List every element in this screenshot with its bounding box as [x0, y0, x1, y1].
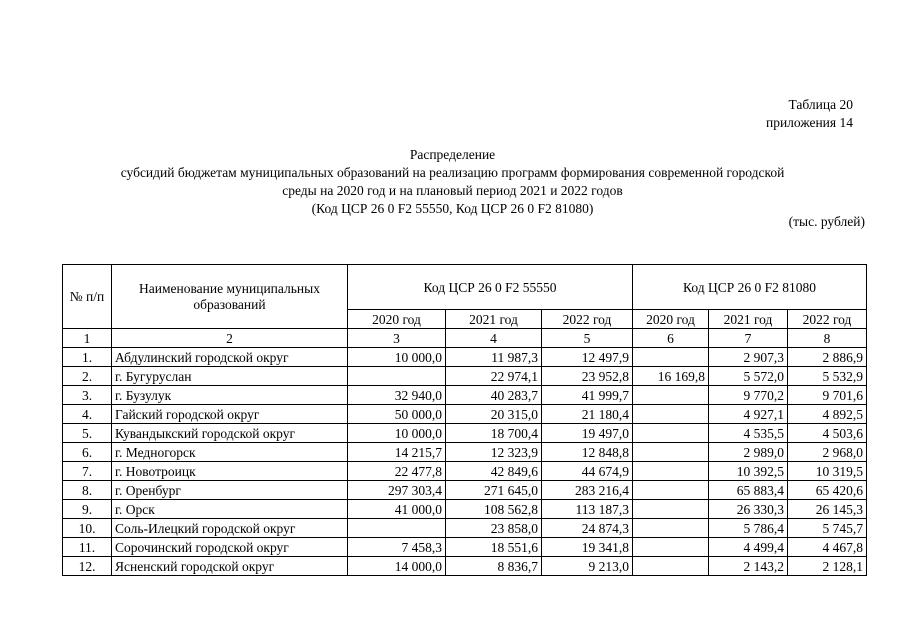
- amount-cell: 50 000,0: [348, 405, 446, 424]
- amount-cell: 65 883,4: [709, 481, 788, 500]
- subsidy-table: [62, 264, 867, 576]
- amount-cell: [633, 462, 709, 481]
- header-row-numbers: [63, 329, 867, 348]
- amount-cell: 9 701,6: [788, 386, 867, 405]
- row-number: 9.: [63, 500, 112, 519]
- amount-cell: 65 420,6: [788, 481, 867, 500]
- title-line: субсидий бюджетам муниципальных образований на реализацию программ формирования современной городской: [120, 165, 785, 180]
- table-row: [63, 405, 867, 424]
- table-row: [63, 462, 867, 481]
- amount-cell: 4 892,5: [788, 405, 867, 424]
- appendix-reference: приложения 14: [765, 115, 853, 130]
- amount-cell: 4 467,8: [788, 538, 867, 557]
- municipality-name: Кувандыкский городской округ: [112, 424, 348, 443]
- amount-cell: [348, 519, 446, 538]
- row-number: 5.: [63, 424, 112, 443]
- municipality-name: Абдулинский городской округ: [112, 348, 348, 367]
- amount-cell: 8 836,7: [446, 557, 542, 576]
- amount-cell: 12 323,9: [446, 443, 542, 462]
- amount-cell: 108 562,8: [446, 500, 542, 519]
- header-year: 2021 год: [709, 310, 788, 329]
- amount-cell: 10 000,0: [348, 348, 446, 367]
- amount-cell: [633, 538, 709, 557]
- column-number: 3: [348, 329, 446, 348]
- municipality-name: Гайский городской округ: [112, 405, 348, 424]
- amount-cell: 14 000,0: [348, 557, 446, 576]
- amount-cell: 10 000,0: [348, 424, 446, 443]
- amount-cell: 283 216,4: [542, 481, 633, 500]
- amount-cell: [633, 424, 709, 443]
- amount-cell: 2 128,1: [788, 557, 867, 576]
- amount-cell: 32 940,0: [348, 386, 446, 405]
- table-row: [63, 443, 867, 462]
- table-row: [63, 367, 867, 386]
- units-label: (тыс. рублей): [788, 214, 865, 229]
- table-row: [63, 386, 867, 405]
- amount-cell: 16 169,8: [633, 367, 709, 386]
- column-number: 5: [542, 329, 633, 348]
- amount-cell: 5 532,9: [788, 367, 867, 386]
- amount-cell: 23 952,8: [542, 367, 633, 386]
- row-number: 6.: [63, 443, 112, 462]
- row-number: 4.: [63, 405, 112, 424]
- amount-cell: 5 572,0: [709, 367, 788, 386]
- amount-cell: 271 645,0: [446, 481, 542, 500]
- amount-cell: 18 551,6: [446, 538, 542, 557]
- amount-cell: 5 745,7: [788, 519, 867, 538]
- amount-cell: 2 907,3: [709, 348, 788, 367]
- table-row: [63, 500, 867, 519]
- title-line: (Код ЦСР 26 0 F2 55550, Код ЦСР 26 0 F2 81080): [311, 201, 594, 216]
- amount-cell: 4 499,4: [709, 538, 788, 557]
- header-year: 2020 год: [348, 310, 446, 329]
- row-number: 7.: [63, 462, 112, 481]
- header-row-groups: [63, 265, 867, 310]
- municipality-name: г. Бугуруслан: [112, 367, 348, 386]
- column-number: 8: [788, 329, 867, 348]
- title-line: среды на 2020 год и на плановый период 2021 и 2022 годов: [282, 183, 623, 198]
- amount-cell: [633, 405, 709, 424]
- amount-cell: 2 143,2: [709, 557, 788, 576]
- amount-cell: 41 999,7: [542, 386, 633, 405]
- row-number: 3.: [63, 386, 112, 405]
- amount-cell: 44 674,9: [542, 462, 633, 481]
- municipality-name: г. Оренбург: [112, 481, 348, 500]
- municipality-name: г. Орск: [112, 500, 348, 519]
- amount-cell: [633, 557, 709, 576]
- column-number: 1: [63, 329, 112, 348]
- header-col-no: № п/п: [63, 265, 112, 329]
- title-line: Распределение: [409, 147, 496, 162]
- amount-cell: 12 497,9: [542, 348, 633, 367]
- amount-cell: 42 849,6: [446, 462, 542, 481]
- table-row: [63, 348, 867, 367]
- table-row: [63, 424, 867, 443]
- amount-cell: [633, 481, 709, 500]
- table-row: [63, 481, 867, 500]
- amount-cell: 19 497,0: [542, 424, 633, 443]
- amount-cell: [633, 443, 709, 462]
- amount-cell: 2 886,9: [788, 348, 867, 367]
- amount-cell: [348, 367, 446, 386]
- column-number: 6: [633, 329, 709, 348]
- amount-cell: 10 392,5: [709, 462, 788, 481]
- municipality-name: г. Медногорск: [112, 443, 348, 462]
- column-number: 4: [446, 329, 542, 348]
- header-group-55550: Код ЦСР 26 0 F2 55550: [348, 265, 633, 310]
- municipality-name: Соль-Илецкий городской округ: [112, 519, 348, 538]
- municipality-name: г. Бузулук: [112, 386, 348, 405]
- amount-cell: 20 315,0: [446, 405, 542, 424]
- amount-cell: 26 145,3: [788, 500, 867, 519]
- table-row: [63, 557, 867, 576]
- amount-cell: 2 968,0: [788, 443, 867, 462]
- column-number: 7: [709, 329, 788, 348]
- header-year: 2021 год: [446, 310, 542, 329]
- table-reference: Таблица 20: [788, 97, 853, 112]
- amount-cell: 297 303,4: [348, 481, 446, 500]
- row-number: 12.: [63, 557, 112, 576]
- amount-cell: [633, 519, 709, 538]
- header-year: 2022 год: [788, 310, 867, 329]
- amount-cell: 9 213,0: [542, 557, 633, 576]
- amount-cell: 2 989,0: [709, 443, 788, 462]
- amount-cell: 24 874,3: [542, 519, 633, 538]
- municipality-name: Сорочинский городской округ: [112, 538, 348, 557]
- amount-cell: 12 848,8: [542, 443, 633, 462]
- amount-cell: 22 974,1: [446, 367, 542, 386]
- amount-cell: 23 858,0: [446, 519, 542, 538]
- amount-cell: 11 987,3: [446, 348, 542, 367]
- amount-cell: 113 187,3: [542, 500, 633, 519]
- amount-cell: 9 770,2: [709, 386, 788, 405]
- table-row: [63, 519, 867, 538]
- row-number: 2.: [63, 367, 112, 386]
- amount-cell: 4 927,1: [709, 405, 788, 424]
- municipality-name: Ясненский городской округ: [112, 557, 348, 576]
- amount-cell: 18 700,4: [446, 424, 542, 443]
- row-number: 11.: [63, 538, 112, 557]
- header-year: 2020 год: [633, 310, 709, 329]
- amount-cell: 4 503,6: [788, 424, 867, 443]
- amount-cell: 7 458,3: [348, 538, 446, 557]
- amount-cell: 21 180,4: [542, 405, 633, 424]
- amount-cell: 40 283,7: [446, 386, 542, 405]
- header-group-81080: Код ЦСР 26 0 F2 81080: [633, 265, 867, 310]
- amount-cell: 10 319,5: [788, 462, 867, 481]
- row-number: 1.: [63, 348, 112, 367]
- header-year: 2022 год: [542, 310, 633, 329]
- amount-cell: [633, 500, 709, 519]
- amount-cell: 41 000,0: [348, 500, 446, 519]
- document-title: [0, 146, 905, 218]
- amount-cell: [633, 386, 709, 405]
- municipality-name: г. Новотроицк: [112, 462, 348, 481]
- amount-cell: 4 535,5: [709, 424, 788, 443]
- column-number: 2: [112, 329, 348, 348]
- amount-cell: 22 477,8: [348, 462, 446, 481]
- table-row: [63, 538, 867, 557]
- amount-cell: 19 341,8: [542, 538, 633, 557]
- header-col-name: Наименование муниципальных образований: [112, 265, 348, 329]
- amount-cell: 5 786,4: [709, 519, 788, 538]
- row-number: 8.: [63, 481, 112, 500]
- amount-cell: 14 215,7: [348, 443, 446, 462]
- amount-cell: [633, 348, 709, 367]
- amount-cell: 26 330,3: [709, 500, 788, 519]
- row-number: 10.: [63, 519, 112, 538]
